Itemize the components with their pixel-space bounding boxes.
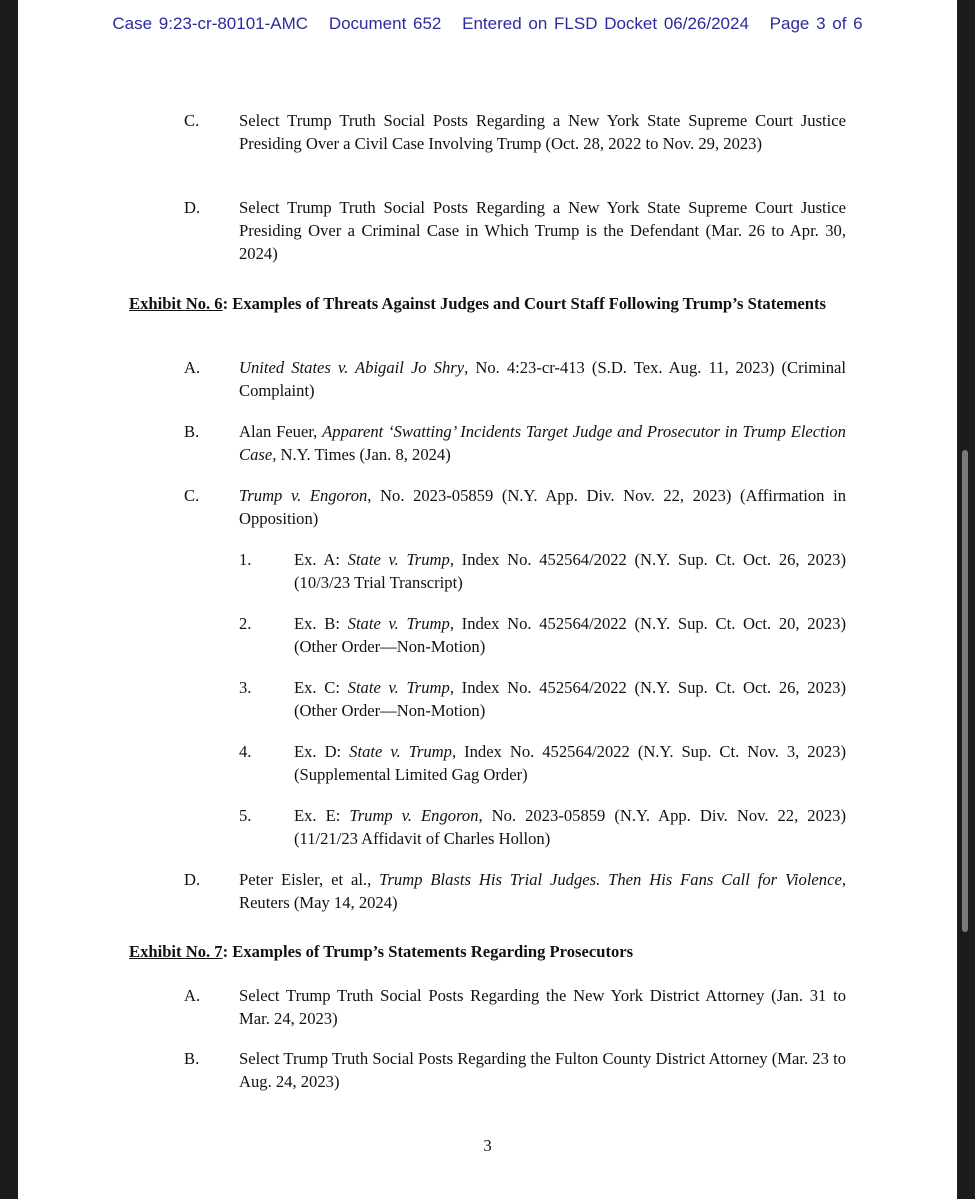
item-text [239,196,846,265]
italic-title: State v. Trump [347,678,450,697]
document-page [18,0,957,1199]
italic-title: State v. Trump [347,550,450,569]
italic-title: Trump Blasts His Trial Judges. Then His Fans Call for Violence [379,870,842,889]
case-number: Case 9:23-cr-80101-AMC [112,14,309,33]
text-segment: Select Trump Truth Social Posts Regarding the Fulton County District Attorney (Mar. 23 to Aug. 24, 2023) [239,1049,846,1091]
item-label: D. [184,198,201,217]
text-segment: , Index No. 452564/2022 (N.Y. Sup. Ct. Oct. 26, 2023) (Other Order—Non-Motion) [294,678,846,720]
text-segment: Ex. E: [294,806,350,825]
item-label: D. [184,870,201,889]
text-segment: , Reuters (May 14, 2024) [239,870,846,912]
text-segment: Ex. D: [294,742,350,761]
text-segment: , Index No. 452564/2022 (N.Y. Sup. Ct. Oct. 20, 2023) (Other Order—Non-Motion) [294,614,846,656]
item-text [239,420,846,466]
item-text [239,109,846,155]
item-label: C. [184,486,200,505]
item-label: 1. [239,550,252,569]
item-text [239,356,846,402]
item-text [294,612,846,658]
item-text [239,984,846,1030]
italic-title: State v. Trump [347,614,450,633]
text-segment: , No. 2023-05859 (N.Y. App. Div. Nov. 22, 2023) (11/21/23 Affidavit of Charles Hollon) [294,806,846,848]
text-segment: , Index No. 452564/2022 (N.Y. Sup. Ct. Oct. 26, 2023) (10/3/23 Trial Transcript) [294,550,846,592]
text-segment: Select Trump Truth Social Posts Regarding the New York District Attorney (Jan. 31 to Mar. 24, 2023) [239,986,846,1028]
text-segment: Ex. C: [294,678,348,697]
item-label: 5. [239,806,252,825]
item-label: 3. [239,678,252,697]
text-segment: Ex. B: [294,614,348,633]
text-segment: , No. 4:23-cr-413 (S.D. Tex. Aug. 11, 2023) (Criminal Complaint) [239,358,846,400]
italic-title: Apparent ‘Swatting’ Incidents Target Judge and Prosecutor in Trump Election Case, [239,422,846,464]
scrollbar[interactable] [962,450,968,932]
item-text [239,1047,846,1093]
exhibit-label: Exhibit No. 7 [129,942,223,961]
item-text [294,740,846,786]
item-label: A. [184,986,201,1005]
entered-date: Entered on FLSD Docket 06/26/2024 [462,14,749,33]
item-label: 2. [239,614,252,633]
item-label: A. [184,358,201,377]
text-segment: Select Trump Truth Social Posts Regarding a New York State Supreme Court Justice Presiding Over a Criminal Case in Which Trump is the Defendant (Mar. 26 to Apr. 30, 2024) [239,198,846,263]
item-text [129,940,846,963]
text-segment: N.Y. Times (Jan. 8, 2024) [276,445,451,464]
item-label: C. [184,111,200,130]
italic-title: State v. Trump [349,742,452,761]
item-label: 4. [239,742,252,761]
item-text [239,484,846,530]
text-segment: Alan Feuer, [239,422,323,441]
page-number: 3 [483,1136,492,1155]
item-text [294,804,846,850]
item-text [294,676,846,722]
text-segment: Select Trump Truth Social Posts Regarding a New York State Supreme Court Justice Presiding Over a Civil Case Involving Trump (Oct. 28, 2022 to Nov. 29, 2023) [239,111,846,153]
italic-title: Trump v. Engoron [349,806,479,825]
page-indicator: Page 3 of 6 [769,14,863,33]
document-number: Document 652 [328,14,442,33]
text-segment: , Index No. 452564/2022 (N.Y. Sup. Ct. Nov. 3, 2023) (Supplemental Limited Gag Order) [294,742,846,784]
item-text [129,292,846,315]
item-text [294,548,846,594]
item-text [239,868,846,914]
exhibit-label: Exhibit No. 6 [129,294,223,313]
text-segment: , No. 2023-05859 (N.Y. App. Div. Nov. 22, 2023) (Affirmation in Opposition) [239,486,846,528]
docket-header [18,14,957,34]
text-segment: : Examples of Trump’s Statements Regarding Prosecutors [222,942,634,961]
italic-title: Trump v. Engoron [239,486,368,505]
italic-title: United States v. Abigail Jo Shry [239,358,465,377]
text-segment: : Examples of Threats Against Judges and Court Staff Following Trump’s Statements [222,294,827,313]
text-segment: Ex. A: [294,550,348,569]
text-segment: Peter Eisler, et al., [239,870,380,889]
item-label: B. [184,1049,200,1068]
item-label: B. [184,422,200,441]
